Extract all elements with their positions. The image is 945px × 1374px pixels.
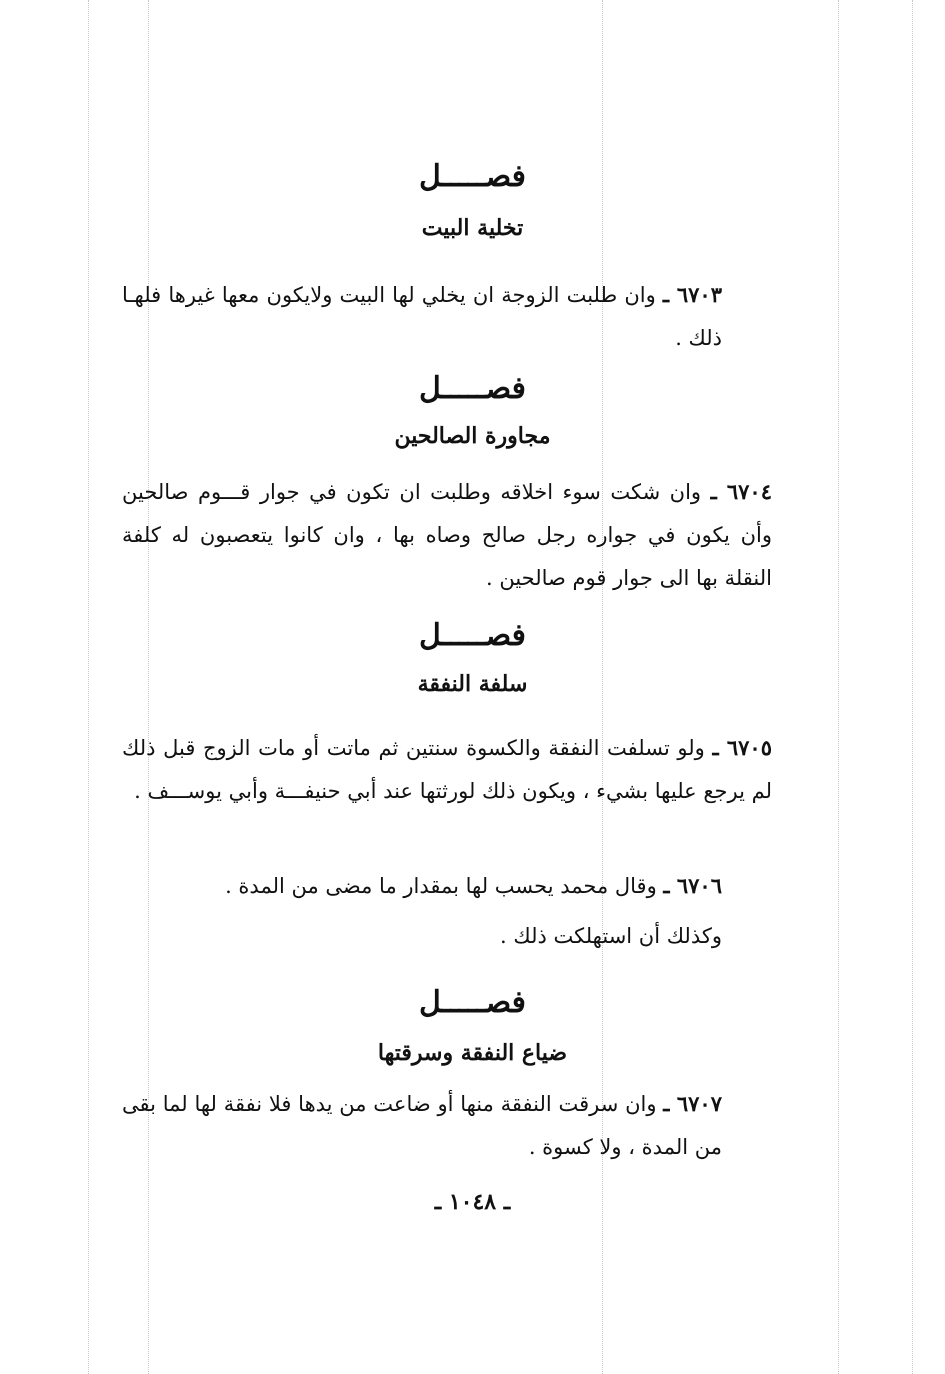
paragraph-continuation — [500, 915, 722, 958]
paragraph-text: ولو تسلفت النفقة والكسوة سنتين ثم ماتت أو مات الزوج قبل ذلك لم يرجع عليها بشيء ، ويكون ذلك لورثتها عند أبي حنيفـــة وأبي يوســـف . — [122, 736, 772, 803]
section-title: مجاورة الصالحين — [394, 423, 551, 449]
paragraph-6705 — [122, 726, 772, 813]
paragraph-text: وكذلك أن استهلكت ذلك . — [500, 924, 722, 948]
paragraph-6704 — [122, 470, 772, 600]
section-title: سلفة النفقة — [417, 671, 528, 697]
paragraph-text: وان طلبت الزوجة ان يخلي لها البيت ولايكون معها غيرها فلهـا ذلك . — [122, 283, 722, 350]
paragraph-number: ٦٧٠٧ ـ — [663, 1091, 722, 1116]
section-heading: فصـــــل — [418, 618, 527, 653]
section-heading: فصـــــل — [418, 159, 527, 194]
paragraph-6703 — [122, 273, 722, 360]
paragraph-number: ٦٧٠٥ ـ — [712, 735, 772, 760]
section-heading: فصـــــل — [418, 985, 527, 1020]
page-number: ـ ١٠٤٨ ـ — [434, 1189, 511, 1215]
section-title: تخلية البيت — [421, 215, 524, 241]
paragraph-6707 — [122, 1082, 722, 1169]
paragraph-text: وقال محمد يحسب لها بمقدار ما مضى من المدة . — [225, 874, 657, 898]
paragraph-number: ٦٧٠٦ ـ — [663, 873, 722, 898]
paragraph-number: ٦٧٠٤ ـ — [710, 479, 772, 504]
paragraph-text: وان شكت سوء اخلاقه وطلبت ان تكون في جوار قـــوم صالحين وأن يكون في جواره رجل صالح وصاه بها ، وان كانوا يتعصبون له كلفة النقلة بها الى جوار قوم صالحين . — [122, 480, 772, 590]
paragraph-number: ٦٧٠٣ ـ — [662, 282, 722, 307]
paragraph-6706 — [225, 864, 722, 908]
section-title: ضياع النفقة وسرقتها — [377, 1040, 568, 1066]
paragraph-text: وان سرقت النفقة منها أو ضاعت من يدها فلا نفقة لها لما بقى من المدة ، ولا كسوة . — [122, 1092, 722, 1159]
section-heading: فصـــــل — [418, 371, 527, 406]
